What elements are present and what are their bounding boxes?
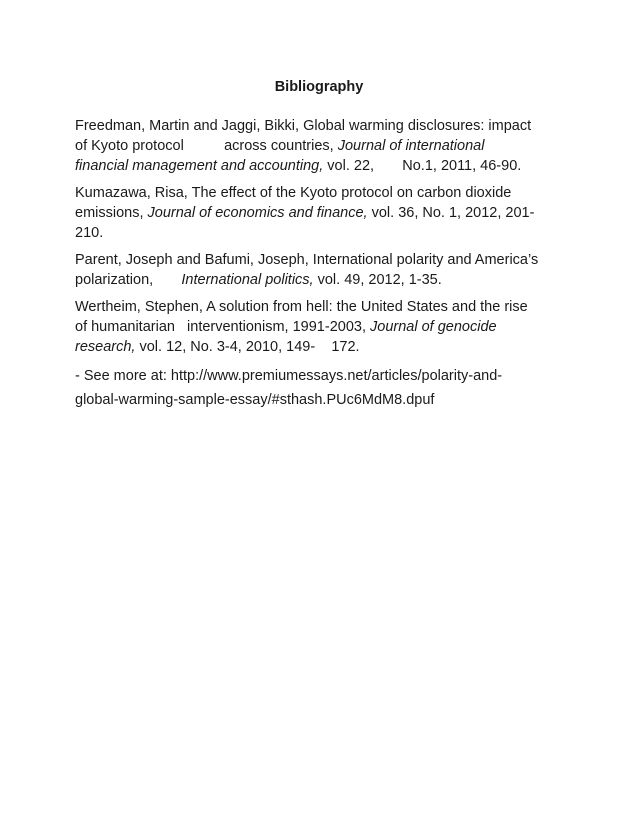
entry-text: of humanitarian interventionism, 1991-2003,	[75, 319, 371, 335]
entry-text: vol. 36, No. 1, 2012, 201-	[367, 205, 535, 221]
entry-line: Kumazawa, Risa, The effect of the Kyoto protocol on carbon dioxide	[75, 185, 512, 201]
bibliography-entry-wertheim	[75, 297, 575, 357]
journal-title: financial management and accounting,	[75, 158, 324, 174]
bibliography-entry-freedman	[75, 116, 575, 176]
see-more-line: global-warming-sample-essay/#sthash.PUc6MdM8.dpuf	[75, 392, 435, 408]
entry-line	[75, 270, 575, 290]
entry-text: polarization,	[75, 272, 182, 288]
journal-title: International politics,	[181, 272, 314, 288]
journal-title: Journal of genocide	[370, 319, 497, 335]
entry-line: 210.	[75, 225, 104, 241]
entry-line	[75, 317, 575, 337]
entry-text: vol. 49, 2012, 1-35.	[313, 272, 442, 288]
page-title: Bibliography	[274, 79, 364, 95]
entry-line	[75, 136, 575, 156]
entry-text: vol. 22, No.1, 2011, 46-90.	[323, 158, 522, 174]
entry-line: Wertheim, Stephen, A solution from hell: the United States and the rise	[75, 299, 528, 315]
entry-text: of Kyoto protocol across countries,	[75, 138, 338, 154]
entry-line: Freedman, Martin and Jaggi, Bikki, Global warming disclosures: impact	[75, 118, 532, 134]
journal-title: Journal of economics and finance,	[147, 205, 368, 221]
entry-text: emissions,	[75, 205, 148, 221]
entry-line	[75, 156, 575, 176]
entry-line: Parent, Joseph and Bafumi, Joseph, International polarity and America’s	[75, 252, 539, 268]
bibliography-entry-kumazawa	[75, 183, 575, 243]
bibliography-list	[75, 116, 575, 412]
bibliography-entry-parent	[75, 250, 575, 290]
journal-title: Journal of international	[337, 138, 485, 154]
entry-line	[75, 203, 575, 223]
entry-line	[75, 337, 575, 357]
journal-title: research,	[75, 339, 136, 355]
see-more-note	[75, 364, 575, 412]
see-more-line: - See more at: http://www.premiumessays.net/articles/polarity-and-	[75, 368, 503, 384]
entry-text: vol. 12, No. 3-4, 2010, 149- 172.	[135, 339, 360, 355]
